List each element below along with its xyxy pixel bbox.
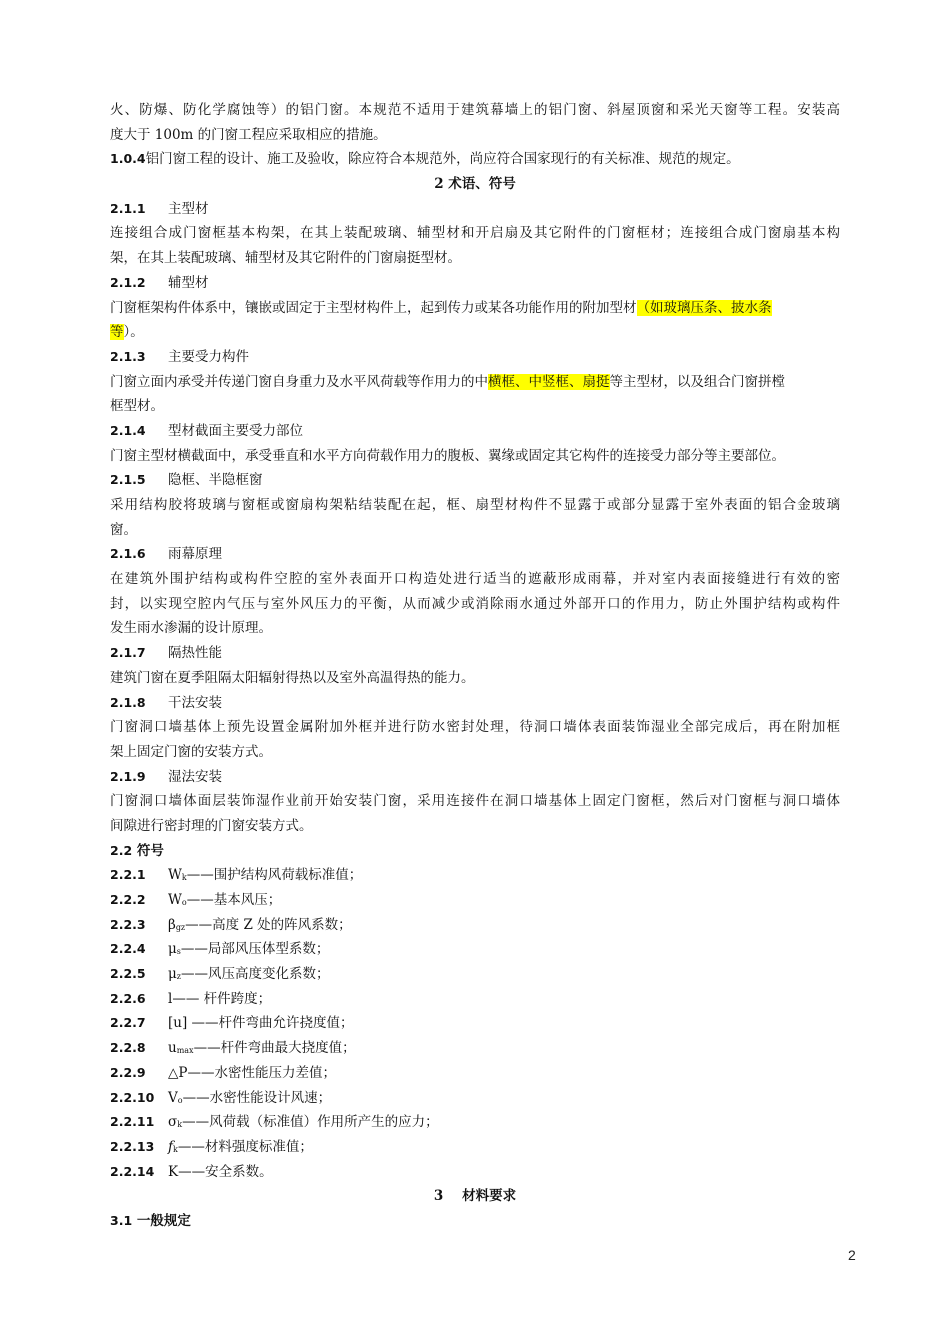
definition-text: 等主型材，以及组合门窗拼樘: [609, 373, 785, 390]
clause-text: 铝门窗工程的设计、施工及验收，除应符合本规范外，尚应符合国家现行的有关标准、规范的规定。: [145, 151, 740, 168]
term-definition: 采用结构胶将玻璃与窗框或窗扇构架粘结装配在起，框、扇型材构件不显露于或部分显露于室外表面的铝合金玻璃: [110, 497, 840, 513]
symbol-subscript: k: [177, 1120, 183, 1130]
symbol-row: [110, 1036, 840, 1061]
symbol-description: ——围护结构风荷载标准值；: [186, 867, 363, 884]
symbol-glyph: K: [168, 1163, 179, 1180]
symbol-glyph: σ: [168, 1114, 178, 1131]
term-definition: 建筑门窗在夏季阻隔太阳辐射得热以及室外高温得热的能力。: [110, 669, 475, 686]
symbols-list: [110, 863, 840, 1184]
term-definition: [110, 320, 840, 345]
section-number: 2.2: [110, 842, 133, 858]
symbol-glyph: W: [168, 867, 182, 884]
symbol-row: [110, 987, 840, 1012]
symbol-description: ——风压高度变化系数；: [181, 966, 330, 983]
symbol-row: [110, 888, 840, 913]
symbol-glyph: [u]: [168, 1015, 188, 1032]
highlighted-text: 横框、中竖框、扇挺: [488, 373, 610, 390]
section-2-2-heading: [110, 839, 840, 864]
section-number: 3.1: [110, 1212, 133, 1228]
symbol-number: 2.2.1: [110, 867, 146, 883]
term-title: 隔热性能: [168, 645, 222, 662]
term-title: 主型材: [168, 200, 209, 217]
symbol-number: 2.2.7: [110, 1015, 146, 1031]
term-definition: 窗。: [110, 521, 137, 538]
symbol-row: [110, 1011, 840, 1036]
intro-line-1: 火、防爆、防化学腐蚀等）的铝门窗。本规范不适用于建筑幕墙上的铝门窗、斜屋顶窗和采光天窗等工程。安装高: [110, 102, 840, 118]
section-title: 符号: [136, 842, 164, 859]
term-heading: [110, 271, 840, 296]
section-3-1-heading: [110, 1209, 840, 1234]
term-title: 湿法安装: [168, 768, 222, 785]
symbol-subscript: gz: [175, 922, 186, 932]
symbol-description: ——杆件弯曲最大挠度值；: [193, 1040, 356, 1057]
chapter-3-title: 3 材料要求: [433, 1188, 517, 1205]
term-number: 2.1.1: [110, 200, 146, 216]
symbol-glyph: f: [168, 1138, 173, 1155]
symbol-row: [110, 913, 840, 938]
term-definition: [110, 296, 840, 321]
symbol-number: 2.2.8: [110, 1040, 146, 1056]
term-title: 型材截面主要受力部位: [168, 422, 303, 439]
symbol-description: ——材料强度标准值；: [177, 1138, 313, 1155]
symbol-number: 2.2.3: [110, 916, 146, 932]
symbol-subscript: o: [177, 1095, 183, 1105]
symbol-row: [110, 937, 840, 962]
symbol-subscript: o: [181, 898, 187, 907]
symbol-row: [110, 1110, 840, 1135]
intro-line-2: 度大于 100m 的门窗工程应采取相应的措施。: [110, 126, 387, 143]
symbol-description: ——安全系数。: [178, 1163, 273, 1180]
term-title: 辅型材: [168, 274, 209, 291]
definition-text: 门窗框架构件体系中，镶嵌或固定于主型材构件上，起到传力或某各功能作用的附加型材: [110, 299, 637, 316]
symbol-description: —— 杆件跨度；: [172, 990, 272, 1007]
term-heading: [110, 641, 840, 666]
term-definition: 门窗主型材横截面中，承受垂直和水平方向荷载作用力的腹板、翼缘或固定其它构件的连接受力部分等主要部位。: [110, 447, 785, 464]
symbol-glyph: △P: [168, 1064, 188, 1081]
term-heading: [110, 197, 840, 222]
symbol-row: [110, 1061, 840, 1086]
term-definition: 门窗洞口墙基体上预先设置金属附加外框并进行防水密封处理，待洞口墙体表面装饰湿业全部完成后，再在附加框: [110, 719, 840, 736]
definition-text: ）。: [123, 324, 144, 341]
symbol-subscript: max: [176, 1046, 194, 1056]
term-title: 雨幕原理: [168, 546, 222, 563]
term-definition: 间隙进行密封理的门窗安装方式。: [110, 817, 313, 834]
term-number: 2.1.5: [110, 472, 146, 488]
term-number: 2.1.7: [110, 645, 146, 661]
symbol-row: [110, 962, 840, 987]
symbol-glyph: μ: [168, 966, 177, 983]
symbol-description: ——局部风压体型系数；: [180, 941, 330, 958]
symbol-glyph: β: [168, 916, 176, 933]
term-definition: 在建筑外围护结构或构件空腔的室外表面开口构造处进行适当的遮蔽形成雨幕，并对室内表面接缝进行有效的密: [110, 571, 840, 588]
symbol-glyph: W: [168, 892, 182, 908]
highlighted-text: （如玻璃压条、披水条: [636, 299, 772, 316]
symbol-description: ——基本风压；: [186, 892, 282, 908]
symbol-glyph: l: [168, 990, 173, 1007]
term-heading: [110, 419, 840, 444]
highlighted-text: 等: [110, 324, 124, 341]
symbol-description: ——杆件弯曲允许挠度值；: [187, 1015, 354, 1032]
clause-1-0-4: [110, 147, 840, 172]
term-heading: [110, 542, 840, 567]
term-number: 2.1.9: [110, 768, 146, 784]
symbol-glyph: u: [168, 1040, 177, 1057]
term-heading: [110, 691, 840, 716]
chapter-2-title: 2 术语、符号: [434, 176, 516, 193]
term-number: 2.1.6: [110, 546, 146, 562]
symbol-number: 2.2.9: [110, 1064, 146, 1080]
symbol-description: ——水密性能设计风速；: [182, 1089, 332, 1106]
symbol-description: ——水密性能压力差值；: [187, 1064, 336, 1081]
term-definition: 连接组合成门窗框基本构架，在其上装配玻璃、辅型材和开启扇及其它附件的门窗框材；连接组合成门窗扇基本构: [110, 225, 840, 242]
term-definition: 架上固定门窗的安装方式。: [110, 743, 272, 760]
clause-number: 1.0.4: [110, 151, 146, 167]
symbol-description: ——高度 Z 处的阵风系数；: [185, 916, 352, 933]
symbol-subscript: k: [181, 873, 187, 883]
symbol-number: 2.2.14: [110, 1163, 155, 1179]
term-title: 主要受力构件: [168, 348, 249, 365]
term-definition: 封，以实现空腔内气压与室外风压力的平衡，从而减少或消除雨水通过外部开口的作用力，防止外围护结构或构件: [110, 595, 840, 612]
symbol-subscript: z: [176, 972, 181, 982]
term-number: 2.1.3: [110, 348, 146, 364]
term-heading: [110, 765, 840, 790]
document-page: [110, 98, 840, 1234]
symbol-row: [110, 1086, 840, 1111]
symbol-row: [110, 1160, 840, 1185]
page-number: 2: [848, 1247, 856, 1263]
term-heading: [110, 345, 840, 370]
symbol-number: 2.2.6: [110, 990, 146, 1006]
term-title: 隐框、半隐框窗: [168, 472, 263, 489]
symbol-row: [110, 863, 840, 888]
term-title: 干法安装: [168, 694, 222, 711]
symbol-description: ——风荷载（标准值）作用所产生的应力；: [182, 1114, 439, 1131]
symbol-glyph: μ: [168, 941, 177, 958]
definition-text: 门窗立面内承受并传递门窗自身重力及水平风荷载等作用力的中: [110, 373, 488, 390]
symbol-subscript: k: [173, 1144, 178, 1154]
symbol-glyph: V: [168, 1089, 178, 1106]
symbol-number: 2.2.4: [110, 941, 146, 957]
symbol-number: 2.2.5: [110, 966, 146, 982]
symbol-row: [110, 1135, 840, 1160]
symbol-subscript: s: [176, 947, 181, 957]
term-definition: 架，在其上装配玻璃、辅型材及其它附件的门窗扇挺型材。: [110, 250, 461, 267]
term-definition: 门窗洞口墙体面层装饰湿作业前开始安装门窗，采用连接件在洞口墙基体上固定门窗框，然后对门窗框与洞口墙体: [110, 793, 840, 810]
symbol-number: 2.2.13: [110, 1138, 155, 1154]
symbol-number: 2.2.10: [110, 1089, 155, 1105]
term-definition: 框型材。: [110, 398, 164, 415]
term-number: 2.1.8: [110, 694, 146, 710]
term-heading: [110, 468, 840, 493]
term-definition: 发生雨水渗漏的设计原理。: [110, 620, 272, 637]
term-number: 2.1.2: [110, 274, 146, 290]
symbol-number: 2.2.11: [110, 1114, 155, 1130]
term-number: 2.1.4: [110, 422, 146, 438]
symbol-number: 2.2.2: [110, 892, 146, 907]
term-definition: [110, 370, 840, 395]
section-title: 一般规定: [136, 1212, 191, 1229]
